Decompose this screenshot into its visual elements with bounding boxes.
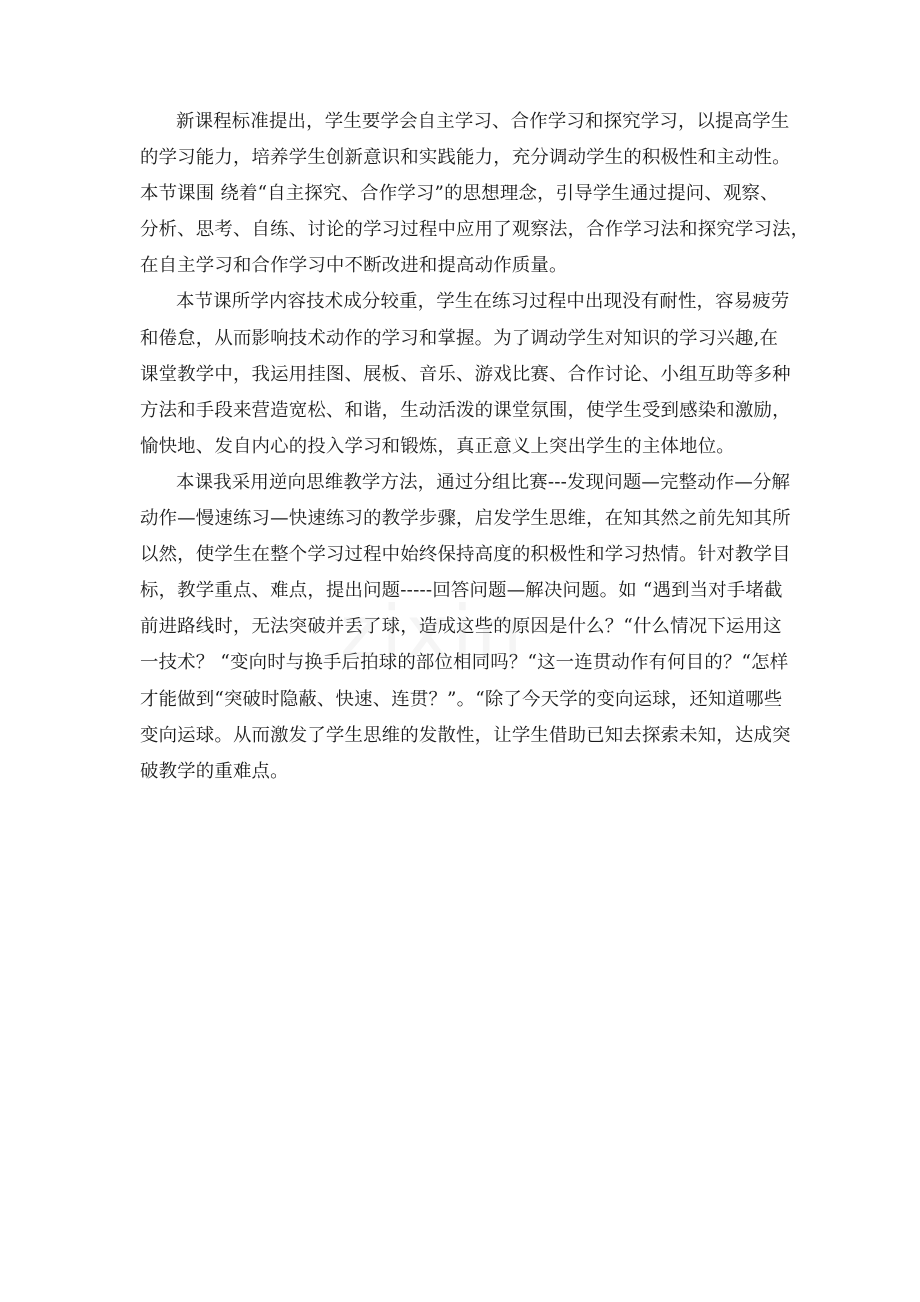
text-line: 一技术？ “变向时与换手后拍球的部位相同吗？“这一连贯动作有何目的？“怎样 <box>140 652 789 674</box>
text-line: 方法和手段来营造宽松、和谐，生动活泼的课堂氛围，使学生受到感染和激励， <box>140 399 791 421</box>
text-line: 本节课所学内容技术成分较重，学生在练习过程中出现没有耐性，容易疲劳 <box>176 291 790 313</box>
paragraph-2 <box>140 284 800 464</box>
text-line: 在自主学习和合作学习中不断改进和提高动作质量。 <box>140 255 568 277</box>
text-line: 愉快地、发自内心的投入学习和锻炼，真正意义上突出学生的主体地位。 <box>140 435 735 457</box>
text-line: 破教学的重难点。 <box>140 760 289 782</box>
text-line: 和倦怠，从而影响技术动作的学习和掌握。为了调动学生对知识的学习兴趣,在 <box>140 327 779 349</box>
text-line: 前进路线时，无法突破并丢了球，造成这些的原因是什么？“什么情况下运用这 <box>140 616 782 638</box>
text-line: 分析、思考、自练、讨论的学习过程中应用了观察法，合作学习法和探究学习法， <box>140 219 810 241</box>
text-line: 动作—慢速练习—快速练习的教学步骤，启发学生思维，在知其然之前先知其所 <box>140 508 791 530</box>
text-line: 变向运球。从而激发了学生思维的发散性，让学生借助已知去探索未知，达成突 <box>140 724 791 746</box>
text-line: 的学习能力，培养学生创新意识和实践能力，充分调动学生的积极性和主动性。 <box>140 147 791 169</box>
text-line: 标，教学重点、难点，提出问题-----回答问题—解决问题。如 “遇到当对手堵截 <box>140 580 783 602</box>
text-line: 以然，使学生在整个学习过程中始终保持高度的积极性和学习热情。针对教学目 <box>140 544 791 566</box>
text-line: 课堂教学中，我运用挂图、展板、音乐、游戏比赛、合作讨论、小组互助等多种 <box>140 363 791 385</box>
paragraph-1 <box>140 104 810 284</box>
watermark-text: zixin <box>340 590 527 674</box>
text-line: 本课我采用逆向思维教学方法，通过分组比赛---发现问题—完整动作—分解 <box>176 471 791 493</box>
document-body <box>140 104 810 790</box>
text-line: 才能做到“突破时隐蔽、快速、连贯？”。“除了今天学的变向运球，还知道哪些 <box>140 688 783 710</box>
text-line: 新课程标准提出，学生要学会自主学习、合作学习和探究学习，以提高学生 <box>176 111 790 132</box>
text-line: 本节课围 绕着“自主探究、合作学习”的思想理念，引导学生通过提问、观察、 <box>140 183 779 205</box>
